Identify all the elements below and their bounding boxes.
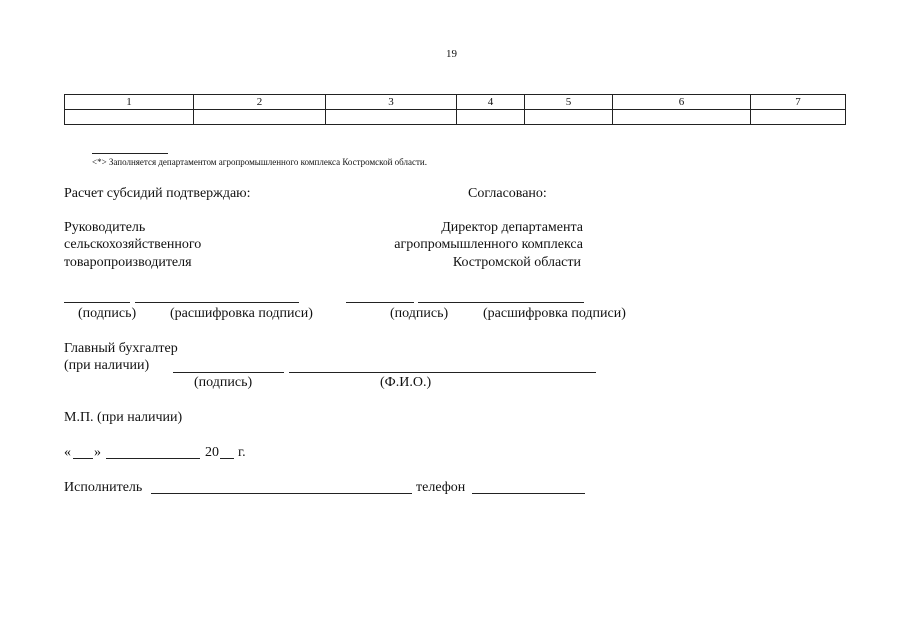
table-cell bbox=[326, 110, 457, 125]
head-signature-label: (подпись) bbox=[78, 306, 137, 321]
date-month-line bbox=[106, 458, 200, 459]
agreed-heading: Согласовано: bbox=[468, 186, 547, 201]
table-cell bbox=[194, 110, 326, 125]
director-title-line-3: Костромской области bbox=[452, 255, 581, 270]
head-title-line-3: товаропроизводителя bbox=[64, 255, 192, 270]
date-day-line bbox=[73, 458, 93, 459]
date-open-quote: « bbox=[64, 445, 71, 460]
table-header-cell: 1 bbox=[65, 95, 194, 110]
director-signature-line bbox=[346, 302, 414, 303]
stamp-label: М.П. (при наличии) bbox=[64, 410, 183, 425]
director-signature-label: (подпись) bbox=[390, 306, 449, 321]
accountant-signature-label: (подпись) bbox=[194, 375, 253, 390]
table-header-cell: 5 bbox=[525, 95, 613, 110]
head-signature-line bbox=[64, 302, 130, 303]
table-header-cell: 7 bbox=[751, 95, 846, 110]
accountant-signature-line bbox=[173, 372, 284, 373]
table-header-row bbox=[65, 95, 846, 110]
table-header-cell: 3 bbox=[326, 95, 457, 110]
accountant-fio-label: (Ф.И.О.) bbox=[380, 375, 432, 390]
table-cell bbox=[525, 110, 613, 125]
director-title-line-2: агропромышленного комплекса bbox=[394, 237, 583, 252]
executor-name-line bbox=[151, 493, 412, 494]
head-title-line-2: сельскохозяйственного bbox=[64, 237, 202, 252]
table-header-cell: 6 bbox=[613, 95, 751, 110]
table-cell bbox=[751, 110, 846, 125]
director-title-line-1: Директор департамента bbox=[441, 220, 583, 235]
date-year-suffix: г. bbox=[238, 445, 246, 460]
accountant-title-line-1: Главный бухгалтер bbox=[64, 341, 178, 356]
executor-label: Исполнитель bbox=[64, 480, 143, 495]
director-decode-label: (расшифровка подписи) bbox=[483, 306, 626, 321]
table-row bbox=[65, 110, 846, 125]
table-cell bbox=[613, 110, 751, 125]
phone-label: телефон bbox=[416, 480, 466, 495]
confirm-heading: Расчет субсидий подтверждаю: bbox=[64, 186, 251, 201]
accountant-title-line-2: (при наличии) bbox=[64, 358, 150, 373]
director-decode-line bbox=[418, 302, 584, 303]
table-cell bbox=[457, 110, 525, 125]
phone-line bbox=[472, 493, 585, 494]
date-year-line bbox=[220, 458, 234, 459]
head-decode-label: (расшифровка подписи) bbox=[170, 306, 313, 321]
head-title-line-1: Руководитель bbox=[64, 220, 146, 235]
data-table bbox=[64, 94, 846, 125]
table-cell bbox=[65, 110, 194, 125]
table-header-cell: 2 bbox=[194, 95, 326, 110]
accountant-fio-line bbox=[289, 372, 596, 373]
head-decode-line bbox=[135, 302, 299, 303]
footnote: <*> Заполняется департаментом агропромышленного комплекса Костромской области. bbox=[92, 157, 427, 167]
table-header-cell: 4 bbox=[457, 95, 525, 110]
page-number: 19 bbox=[446, 48, 457, 60]
date-year-prefix: 20 bbox=[205, 445, 219, 460]
footnote-separator bbox=[92, 153, 168, 154]
date-close-quote: » bbox=[94, 445, 101, 460]
